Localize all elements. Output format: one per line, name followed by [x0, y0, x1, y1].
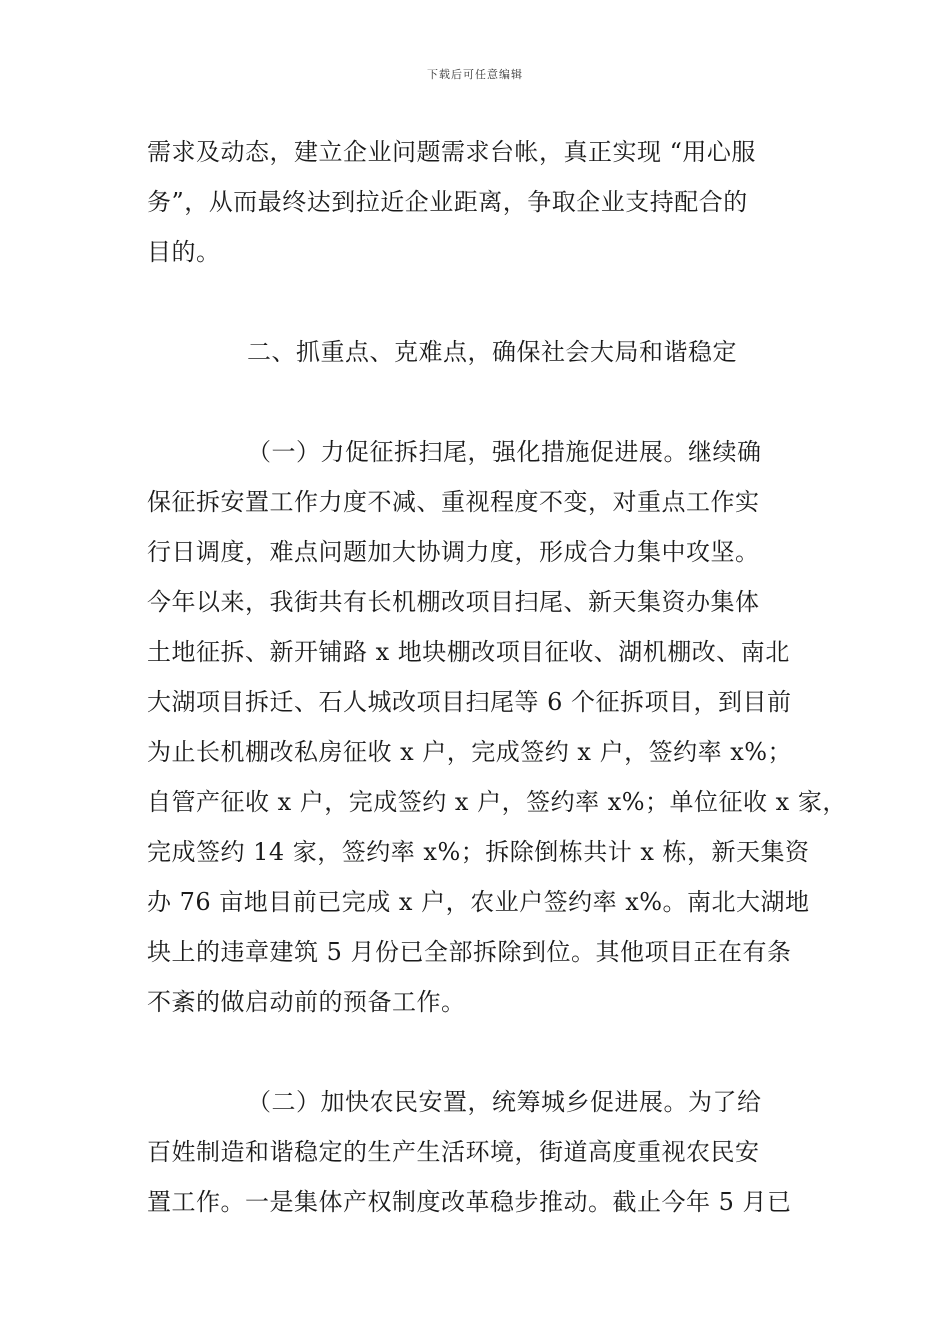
paragraph-gap — [147, 277, 827, 327]
paragraph-line: 务”，从而最终达到拉近企业距离，争取企业支持配合的 — [147, 188, 748, 216]
paragraph-line: 行日调度，难点问题加大协调力度，形成合力集中攻坚。 — [147, 538, 760, 566]
paragraph-line: 不紊的做启动前的预备工作。 — [147, 988, 466, 1016]
paragraph-line: 需求及动态，建立企业问题需求台帐，真正实现 “用心服 — [147, 138, 756, 166]
paragraph-line: 自管产征收 x 户，完成签约 x 户，签约率 x%；单位征收 x 家， — [147, 788, 847, 816]
paragraph-line: 大湖项目拆迁、石人城改项目扫尾等 6 个征拆项目，到目前 — [147, 688, 792, 716]
paragraph-line: （二）加快农民安置，统筹城乡促进展。为了给 — [247, 1088, 762, 1116]
paragraph-line: （一）力促征拆扫尾，强化措施促进展。继续确 — [247, 438, 762, 466]
paragraph-line: 百姓制造和谐稳定的生产生活环境，街道高度重视农民安 — [147, 1138, 760, 1166]
paragraph-line: 块上的违章建筑 5 月份已全部拆除到位。其他项目正在有条 — [147, 938, 792, 966]
paragraph-line: 土地征拆、新开铺路 x 地块棚改项目征收、湖机棚改、南北 — [147, 638, 790, 666]
paragraph-line: 为止长机棚改私房征收 x 户，完成签约 x 户，签约率 x%； — [147, 738, 793, 766]
paragraph-line: 保征拆安置工作力度不减、重视程度不变，对重点工作实 — [147, 488, 760, 516]
paragraph-gap — [147, 1027, 827, 1077]
paragraph-line: 完成签约 14 家，签约率 x%；拆除倒栋共计 x 栋，新天集资 — [147, 838, 810, 866]
paragraph-line: 办 76 亩地目前已完成 x 户，农业户签约率 x%。南北大湖地 — [147, 888, 810, 916]
document-body — [147, 127, 847, 1227]
paragraph-line: 目的。 — [147, 238, 221, 266]
paragraph-line: 置工作。一是集体产权制度改革稳步推动。截止今年 5 月已 — [147, 1188, 792, 1216]
paragraph-gap — [147, 377, 827, 427]
paragraph-line: 今年以来，我街共有长机棚改项目扫尾、新天集资办集体 — [147, 588, 760, 616]
section-heading: 二、抓重点、克难点，确保社会大局和谐稳定 — [247, 338, 737, 366]
page-header: 下载后可任意编辑 — [427, 68, 523, 81]
